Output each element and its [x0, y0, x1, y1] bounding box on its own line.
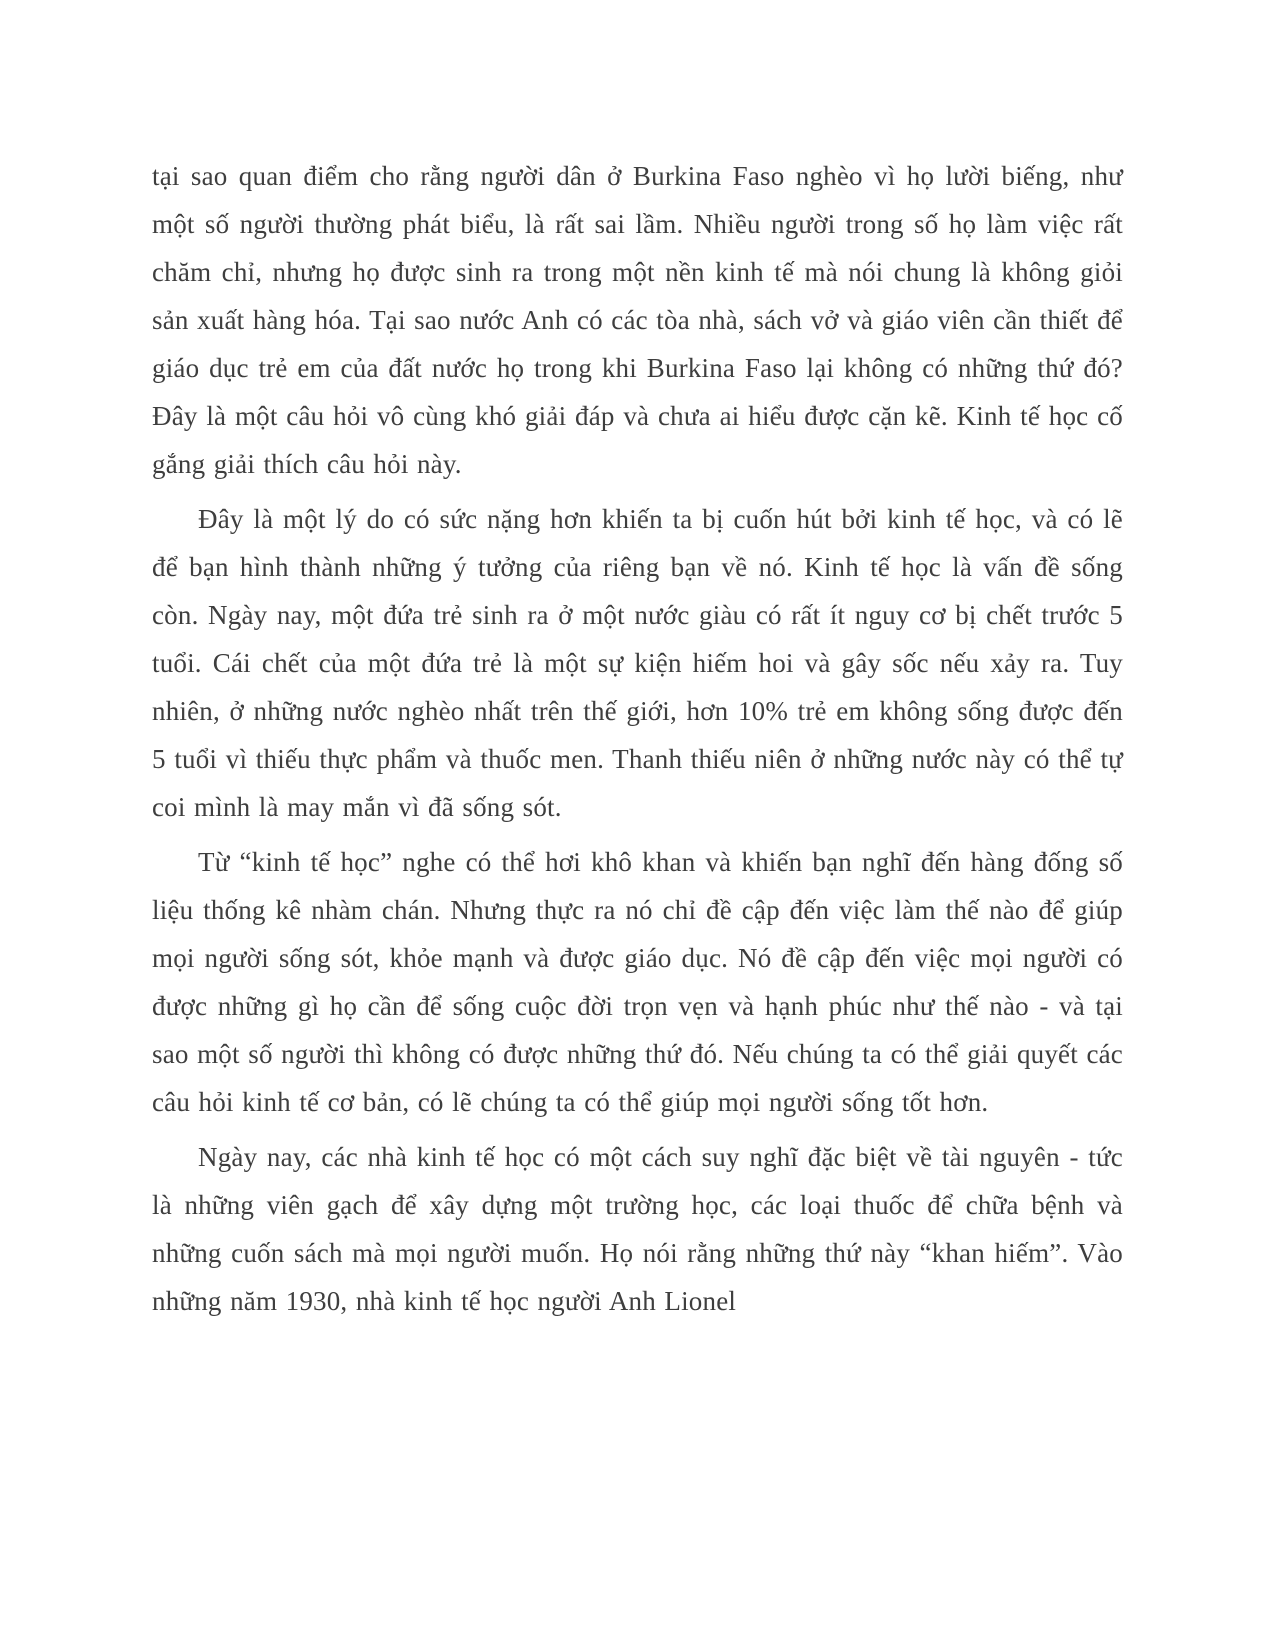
paragraph-continuation: tại sao quan điểm cho rằng người dân ở Burkina Faso nghèo vì họ lười biếng, như một số người thường phát biểu, là rất sai lầm. Nhiều người trong số họ làm việc rất chăm chỉ, nhưng họ được sinh ra trong một nền kinh tế mà nói chung là không giỏi sản xuất hàng hóa. Tại sao nước Anh có các tòa nhà, sách vở và giáo viên cần thiết để giáo dục trẻ em của đất nước họ trong khi Burkina Faso lại không có những thứ đó? Đây là một câu hỏi vô cùng khó giải đáp và chưa ai hiểu được cặn kẽ. Kinh tế học cố gắng giải thích câu hỏi này.: [152, 161, 1123, 479]
page-text-block: [152, 152, 1123, 1325]
paragraph: Đây là một lý do có sức nặng hơn khiến ta bị cuốn hút bởi kinh tế học, và có lẽ để bạn hình thành những ý tưởng của riêng bạn về nó. Kinh tế học là vấn đề sống còn. Ngày nay, một đứa trẻ sinh ra ở một nước giàu có rất ít nguy cơ bị chết trước 5 tuổi. Cái chết của một đứa trẻ là một sự kiện hiếm hoi và gây sốc nếu xảy ra. Tuy nhiên, ở những nước nghèo nhất trên thế giới, hơn 10% trẻ em không sống được đến 5 tuổi vì thiếu thực phẩm và thuốc men. Thanh thiếu niên ở những nước này có thể tự coi mình là may mắn vì đã sống sót.: [152, 504, 1123, 822]
paragraph: Từ “kinh tế học” nghe có thể hơi khô khan và khiến bạn nghĩ đến hàng đống số liệu thống kê nhàm chán. Nhưng thực ra nó chỉ đề cập đến việc làm thế nào để giúp mọi người sống sót, khỏe mạnh và được giáo dục. Nó đề cập đến việc mọi người có được những gì họ cần để sống cuộc đời trọn vẹn và hạnh phúc như thế nào - và tại sao một số người thì không có được những thứ đó. Nếu chúng ta có thể giải quyết các câu hỏi kinh tế cơ bản, có lẽ chúng ta có thể giúp mọi người sống tốt hơn.: [152, 847, 1123, 1117]
paragraph: Ngày nay, các nhà kinh tế học có một cách suy nghĩ đặc biệt về tài nguyên - tức là những viên gạch để xây dựng một trường học, các loại thuốc để chữa bệnh và những cuốn sách mà mọi người muốn. Họ nói rằng những thứ này “khan hiếm”. Vào những năm 1930, nhà kinh tế học người Anh Lionel: [152, 1142, 1123, 1316]
